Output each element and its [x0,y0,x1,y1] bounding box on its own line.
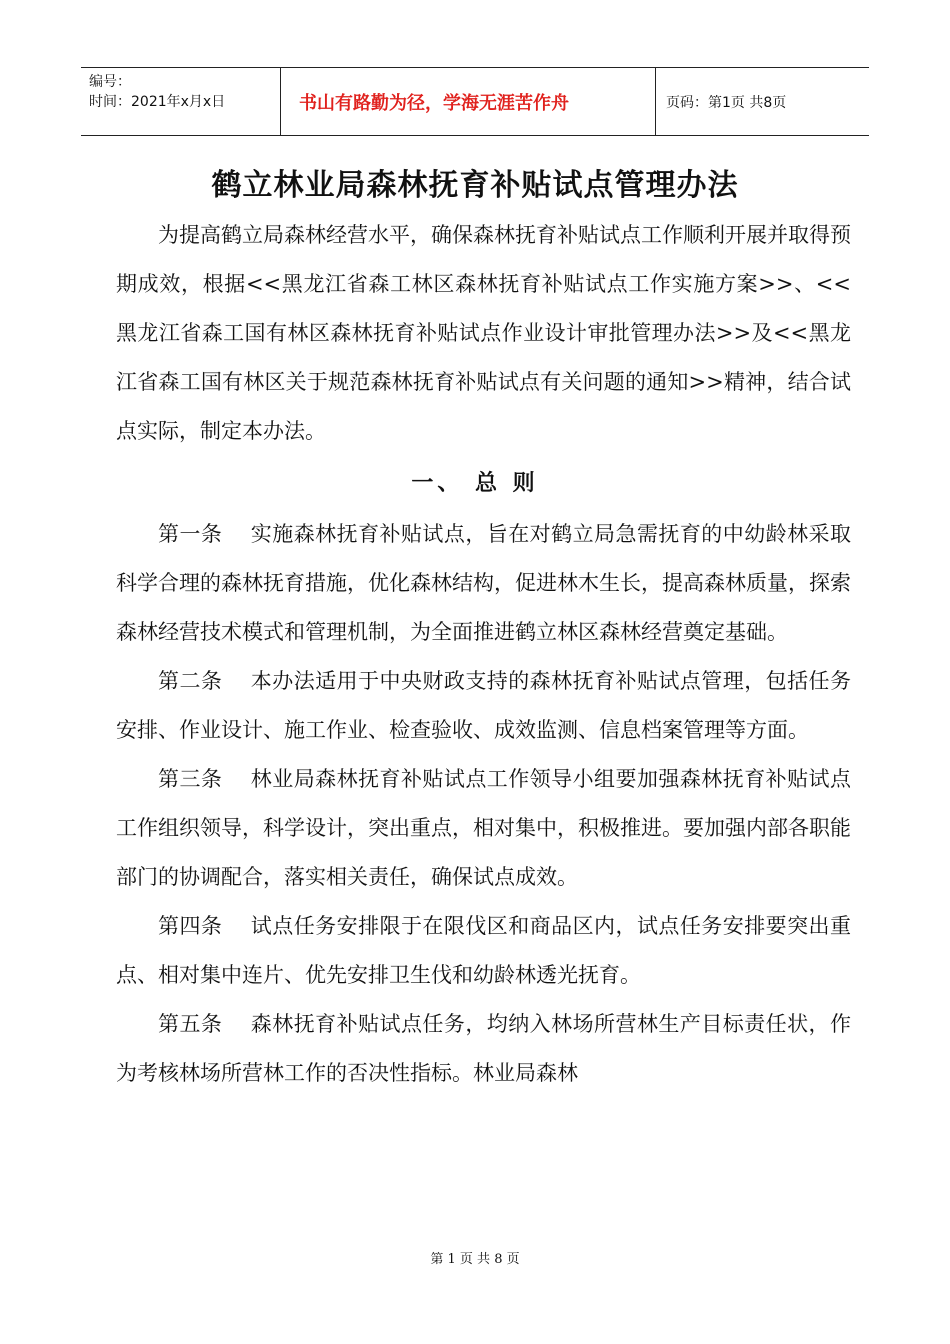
document-title: 鹤立林业局森林抚育补贴试点管理办法 [211,168,739,203]
article-2 [116,657,851,755]
article-text: 森林抚育补贴试点任务，均纳入林场所营林生产目标责任状，作为考核林场所营林工作的否决性指标。林业局森林 [116,1012,852,1085]
article-text: 林业局森林抚育补贴试点工作领导小组要加强森林抚育补贴试点工作组织领导，科学设计，突出重点，相对集中，积极推进。要加强内部各职能部门的协调配合，落实相关责任，确保试点成效。 [116,767,852,889]
article-text: 本办法适用于中央财政支持的森林抚育补贴试点管理，包括任务安排、作业设计、施工作业、检查验收、成效监测、信息档案管理等方面。 [116,669,852,742]
article-4 [116,902,851,1000]
article-label: 第三条 [158,767,223,791]
header-motto: 书山有路勤为径，学海无涯苦作舟 [281,68,656,135]
article-text: 实施森林抚育补贴试点，旨在对鹤立局急需抚育的中幼龄林采取科学合理的森林抚育措施，优化森林结构，促进林木生长，提高森林质量，探索森林经营技术模式和管理机制，为全面推进鹤立林区森林经营奠定基础。 [116,522,852,644]
header-meta [81,68,281,135]
page-footer: 第 1 页 共 8 页 [430,1252,520,1267]
article-label: 第五条 [158,1012,223,1036]
articles-block [116,510,851,1098]
page-header [81,67,869,136]
article-label: 第四条 [158,914,223,938]
time-label: 时间：2021年x月x日 [89,94,226,110]
article-3 [116,755,851,902]
number-label: 编号： [89,74,131,90]
article-label: 第二条 [158,669,223,693]
section-heading-general: 一、 总 则 [411,471,539,496]
intro-paragraph [116,211,851,456]
article-1 [116,510,851,657]
article-text: 试点任务安排限于在限伐区和商品区内，试点任务安排要突出重点、相对集中连片、优先安排卫生伐和幼龄林透光抚育。 [116,914,852,987]
article-label: 第一条 [158,522,223,546]
intro-text: 为提高鹤立局森林经营水平，确保森林抚育补贴试点工作顺利开展并取得预期成效，根据<<黑龙江省森工林区森林抚育补贴试点工作实施方案>>、<<黑龙江省森工国有林区森林抚育补贴试点作业设计审批管理办法>>及<<黑龙江省森工国有林区关于规范森林抚育补贴试点有关问题的通知>>精神，结合试点实际，制定本办法。 [116,223,851,443]
header-page-info: 页码：第1页 共8页 [666,94,787,111]
article-5 [116,1000,851,1098]
